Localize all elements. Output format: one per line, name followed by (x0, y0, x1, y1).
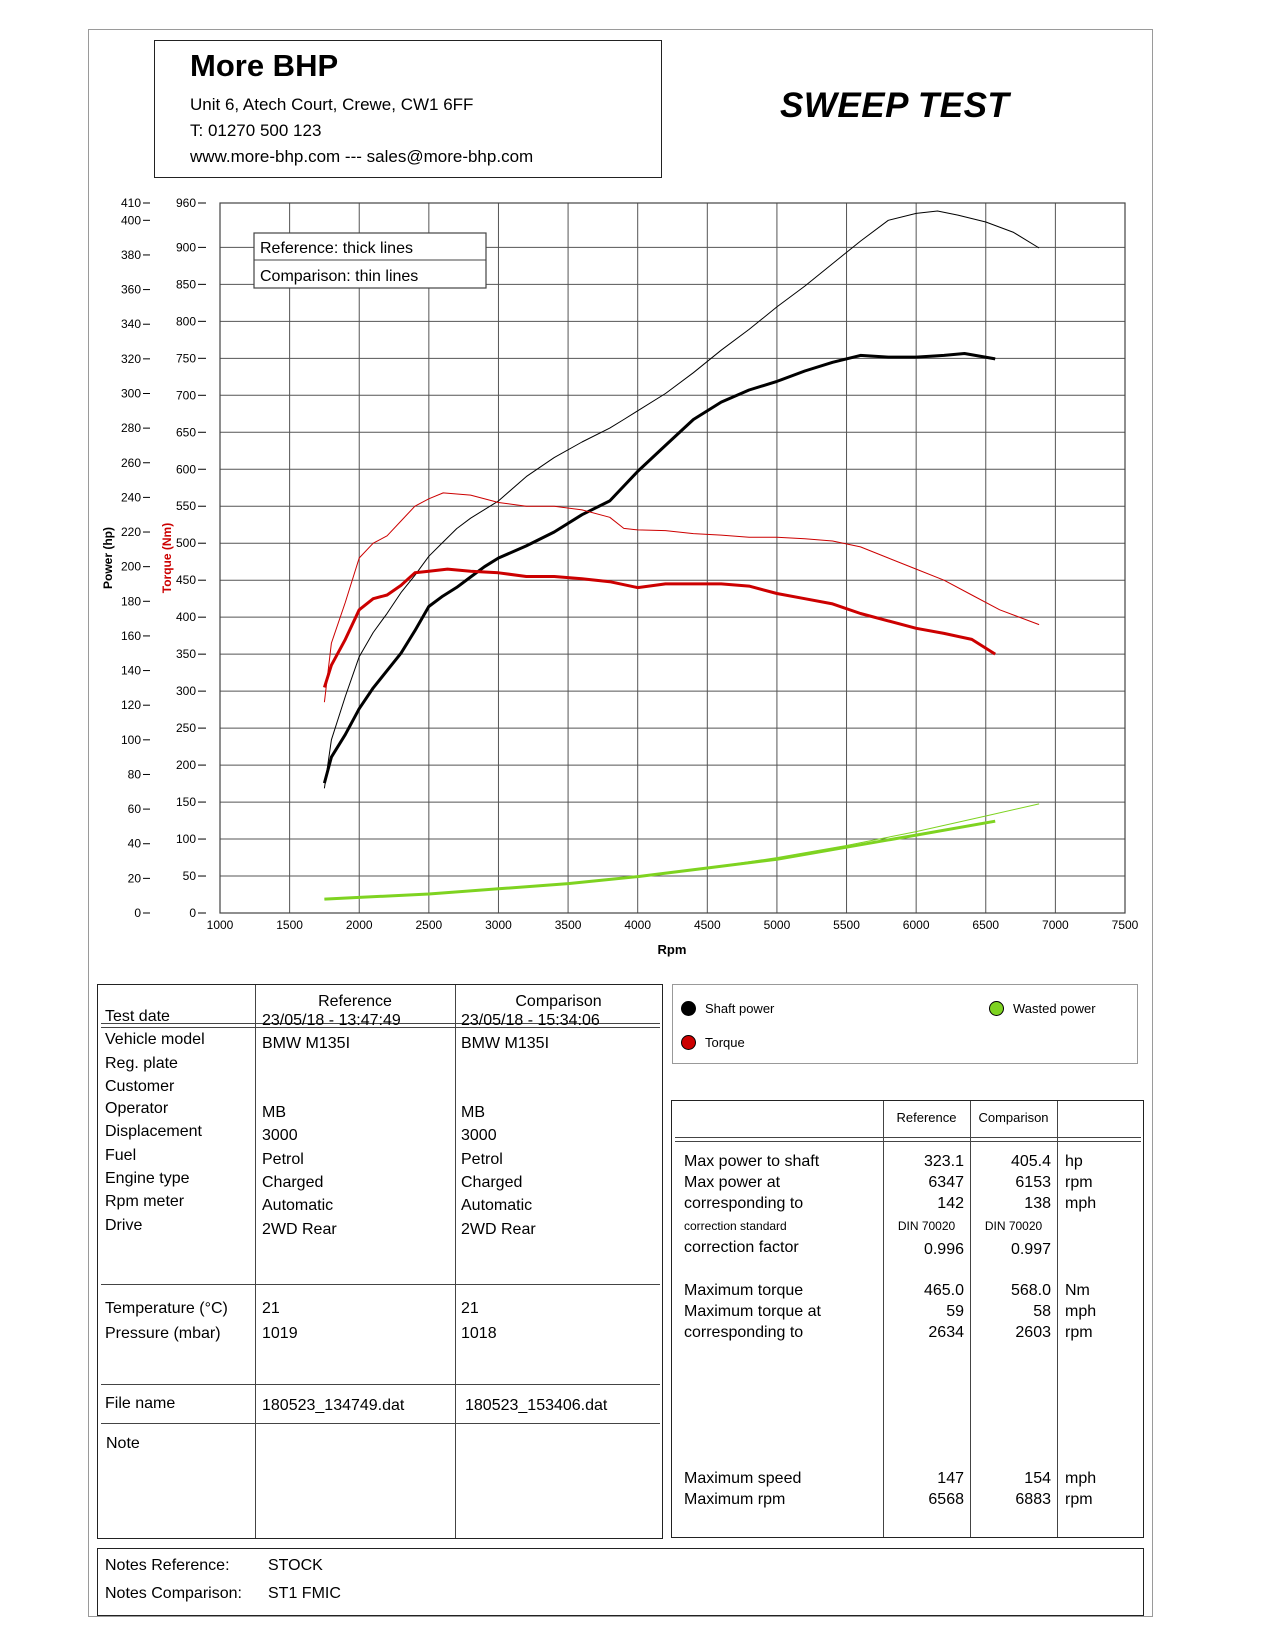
torque-tick-label: 0 (189, 906, 196, 920)
file-name-reference: 180523_134749.dat (262, 1397, 405, 1414)
power-tick-label: 40 (127, 836, 141, 851)
info-label: Displacement (105, 1123, 202, 1140)
info-label: Rpm meter (105, 1193, 185, 1210)
power-tick-label: 280 (120, 421, 141, 436)
power-tick-label: 80 (127, 767, 141, 782)
info-label: Operator (105, 1100, 169, 1117)
power-tick-label: 240 (120, 490, 141, 505)
torque-tick-label: 100 (175, 832, 196, 847)
torque-tick-label: 500 (175, 536, 196, 551)
results-col-comparison: Comparison (978, 1110, 1049, 1125)
power-tick-label: 200 (120, 559, 141, 574)
info-comparison: 3000 (461, 1127, 497, 1144)
info-reference: BMW M135I (262, 1035, 351, 1052)
results-col-reference: Reference (896, 1110, 957, 1125)
company-web: www.more-bhp.com --- sales@more-bhp.com (190, 147, 534, 166)
x-tick-label: 4000 (624, 918, 652, 932)
info-reference: 23/05/18 - 13:47:49 (262, 1012, 401, 1029)
result-unit-max-rpm: rpm (1065, 1491, 1093, 1508)
notes-reference-label: Notes Reference: (105, 1557, 230, 1574)
result-reference-max-speed: 147 (937, 1470, 964, 1487)
power-tick-label: 60 (127, 802, 141, 817)
info-reference: Petrol (262, 1151, 304, 1168)
torque-tick-label: 800 (175, 314, 196, 329)
result-comparison-max-speed: 154 (1024, 1470, 1051, 1487)
power-tick-label: 300 (120, 386, 141, 401)
torque-tick-label: 150 (175, 795, 196, 810)
result-label-corr-factor: correction factor (684, 1239, 799, 1256)
result-reference-corr-std: DIN 70020 (897, 1219, 956, 1233)
result-label-max-speed: Maximum speed (684, 1470, 802, 1487)
info-reference: Automatic (262, 1197, 334, 1214)
power-tick-label: 380 (120, 247, 141, 262)
info-label: Reg. plate (105, 1055, 178, 1072)
result-reference-max-power-at: 6347 (928, 1174, 964, 1191)
result-label-torque-corr: corresponding to (684, 1324, 804, 1341)
torque-tick-label: 50 (182, 869, 196, 884)
info-comparison: BMW M135I (461, 1035, 550, 1052)
results-table (671, 1100, 1144, 1538)
legend-torque: Torque (705, 1035, 745, 1050)
temperature-comparison: 21 (461, 1300, 479, 1317)
power-tick-label: 160 (120, 628, 141, 643)
torque-axis-label: Torque (Nm) (160, 522, 174, 594)
torque-tick-label: 200 (175, 758, 196, 773)
info-label: Fuel (105, 1147, 137, 1164)
result-unit-max-power-at: rpm (1065, 1174, 1093, 1191)
power-tick-label: 100 (120, 732, 141, 747)
x-tick-label: 1000 (206, 918, 234, 932)
power-tick-label: 260 (120, 455, 141, 470)
power-axis-label: Power (hp) (101, 527, 115, 589)
shaft-power-comparison-line (324, 211, 1039, 788)
x-tick-label: 1500 (276, 918, 303, 932)
torque-comparison-line (324, 493, 1039, 702)
power-tick-label: 120 (120, 698, 141, 713)
company-name: More BHP (190, 48, 339, 83)
x-tick-label: 2500 (415, 918, 443, 932)
plot-area-border (220, 203, 1125, 913)
wasted-power-comparison-line (324, 804, 1039, 899)
x-tick-label: 4500 (693, 918, 721, 932)
legend-shaft-power: Shaft power (705, 1001, 775, 1016)
power-tick-label: 360 (120, 282, 141, 297)
power-tick-label: 320 (120, 351, 141, 366)
line-style-legend (254, 233, 486, 288)
torque-tick-label: 900 (175, 240, 196, 255)
torque-tick-label: 700 (175, 388, 196, 403)
notes-comparison-value: ST1 FMIC (268, 1585, 341, 1602)
info-comparison: Automatic (461, 1197, 533, 1214)
info-comparison: 2WD Rear (461, 1221, 536, 1238)
temperature-reference: 21 (262, 1300, 280, 1317)
notes-box (97, 1548, 1144, 1616)
x-tick-label: 5000 (763, 918, 791, 932)
torque-tick-label: 300 (175, 684, 196, 699)
result-comparison-max-torque: 568.0 (1010, 1282, 1051, 1299)
x-tick-label: 6500 (972, 918, 1000, 932)
result-label-max-power-at: Max power at (684, 1174, 781, 1191)
result-comparison-corr-std: DIN 70020 (984, 1219, 1043, 1233)
torque-tick-label: 600 (175, 462, 196, 477)
temperature-label: Temperature (°C) (105, 1300, 228, 1317)
company-address: Unit 6, Atech Court, Crewe, CW1 6FF (190, 95, 474, 114)
result-reference-corr-to: 142 (937, 1195, 964, 1212)
torque-tick-label: 250 (175, 721, 196, 736)
legend-wasted-power: Wasted power (1013, 1001, 1096, 1016)
torque-tick-label: 350 (175, 647, 196, 662)
result-label-corr-to: corresponding to (684, 1195, 804, 1212)
power-tick-label: 400 (120, 213, 141, 228)
torque-reference-line (324, 569, 995, 687)
result-reference-max-torque-at: 59 (946, 1303, 964, 1320)
info-comparison: Petrol (461, 1151, 503, 1168)
result-reference-corr-factor: 0.996 (923, 1241, 964, 1258)
info-label: Test date (105, 1008, 170, 1025)
shaft-power-reference-line (324, 354, 995, 784)
notes-reference-value: STOCK (268, 1557, 323, 1574)
info-reference: 3000 (262, 1127, 298, 1144)
result-unit-max-torque: Nm (1065, 1282, 1090, 1299)
x-tick-label: 6000 (902, 918, 930, 932)
info-reference: Charged (262, 1174, 324, 1191)
result-reference-max-torque: 465.0 (923, 1282, 964, 1299)
wasted-power-reference-line (324, 821, 995, 899)
torque-tick-label: 550 (175, 499, 196, 514)
info-label: Engine type (105, 1170, 190, 1187)
legend-note-comparison: Comparison: thin lines (260, 268, 419, 285)
report-title: SWEEP TEST (780, 86, 1010, 125)
info-reference: 2WD Rear (262, 1221, 337, 1238)
x-tick-label: 2000 (345, 918, 373, 932)
torque-tick-label: 850 (175, 277, 196, 292)
x-tick-label: 3000 (485, 918, 512, 932)
result-unit-corr-to: mph (1065, 1195, 1097, 1212)
result-label-max-torque-at: Maximum torque at (684, 1303, 821, 1320)
info-col-reference: Reference (318, 993, 392, 1010)
file-name-comparison: 180523_153406.dat (465, 1397, 608, 1414)
notes-comparison-label: Notes Comparison: (105, 1585, 242, 1602)
result-comparison-max-rpm: 6883 (1015, 1491, 1051, 1508)
result-label-max-rpm: Maximum rpm (684, 1491, 786, 1508)
torque-tick-label: 750 (175, 351, 196, 366)
result-comparison-max-torque-at: 58 (1033, 1303, 1051, 1320)
power-tick-label: 180 (120, 594, 141, 609)
test-info-table (97, 984, 663, 1539)
x-tick-label: 7000 (1042, 918, 1069, 932)
info-comparison: Charged (461, 1174, 523, 1191)
torque-tick-label: 400 (175, 610, 196, 625)
power-tick-label: 340 (120, 317, 141, 332)
result-label-max-power: Max power to shaft (684, 1153, 820, 1170)
torque-tick-label: 960 (175, 196, 196, 210)
info-label: Vehicle model (105, 1031, 205, 1048)
chart-series (324, 211, 1039, 899)
result-reference-max-power: 323.1 (923, 1153, 964, 1170)
result-comparison-corr-factor: 0.997 (1010, 1241, 1051, 1258)
info-label: Customer (105, 1078, 175, 1095)
result-unit-max-power: hp (1065, 1153, 1083, 1170)
series-legend (672, 984, 1138, 1064)
result-unit-torque-corr: rpm (1065, 1324, 1093, 1341)
chart-grid (220, 203, 1125, 913)
result-reference-max-rpm: 6568 (928, 1491, 964, 1508)
power-tick-label: 410 (120, 196, 141, 210)
pressure-label: Pressure (mbar) (105, 1325, 221, 1342)
info-comparison: MB (461, 1104, 485, 1121)
torque-dot (681, 1035, 696, 1050)
result-comparison-corr-to: 138 (1024, 1195, 1051, 1212)
result-label-max-torque: Maximum torque (684, 1282, 804, 1299)
torque-tick-label: 650 (175, 425, 196, 440)
result-unit-max-torque-at: mph (1065, 1303, 1097, 1320)
shaft-power-dot (681, 1001, 696, 1016)
power-tick-label: 220 (120, 525, 141, 540)
info-comparison: 23/05/18 - 15:34:06 (461, 1012, 600, 1029)
legend-note-reference: Reference: thick lines (260, 240, 413, 257)
file-name-label: File name (105, 1395, 176, 1412)
pressure-reference: 1019 (262, 1325, 298, 1342)
x-tick-label: 3500 (554, 918, 582, 932)
result-unit-max-speed: mph (1065, 1470, 1097, 1487)
result-label-corr-std: correction standard (684, 1219, 787, 1233)
info-col-comparison: Comparison (515, 993, 602, 1010)
x-tick-label: 5500 (833, 918, 860, 932)
result-reference-torque-corr: 2634 (928, 1324, 964, 1341)
info-label: Drive (105, 1217, 143, 1234)
company-phone: T: 01270 500 123 (190, 121, 322, 140)
x-axis-label: Rpm (657, 942, 687, 957)
note-label: Note (106, 1435, 140, 1452)
power-tick-label: 140 (120, 663, 141, 678)
power-tick-label: 0 (134, 906, 141, 920)
pressure-comparison: 1018 (461, 1325, 497, 1342)
result-comparison-max-power-at: 6153 (1015, 1174, 1051, 1191)
torque-tick-label: 450 (175, 573, 196, 588)
result-comparison-max-power: 405.4 (1010, 1153, 1051, 1170)
wasted-power-dot (989, 1001, 1004, 1016)
power-tick-label: 20 (127, 871, 141, 886)
x-tick-label: 7500 (1111, 918, 1139, 932)
info-reference: MB (262, 1104, 286, 1121)
result-comparison-torque-corr: 2603 (1015, 1324, 1051, 1341)
